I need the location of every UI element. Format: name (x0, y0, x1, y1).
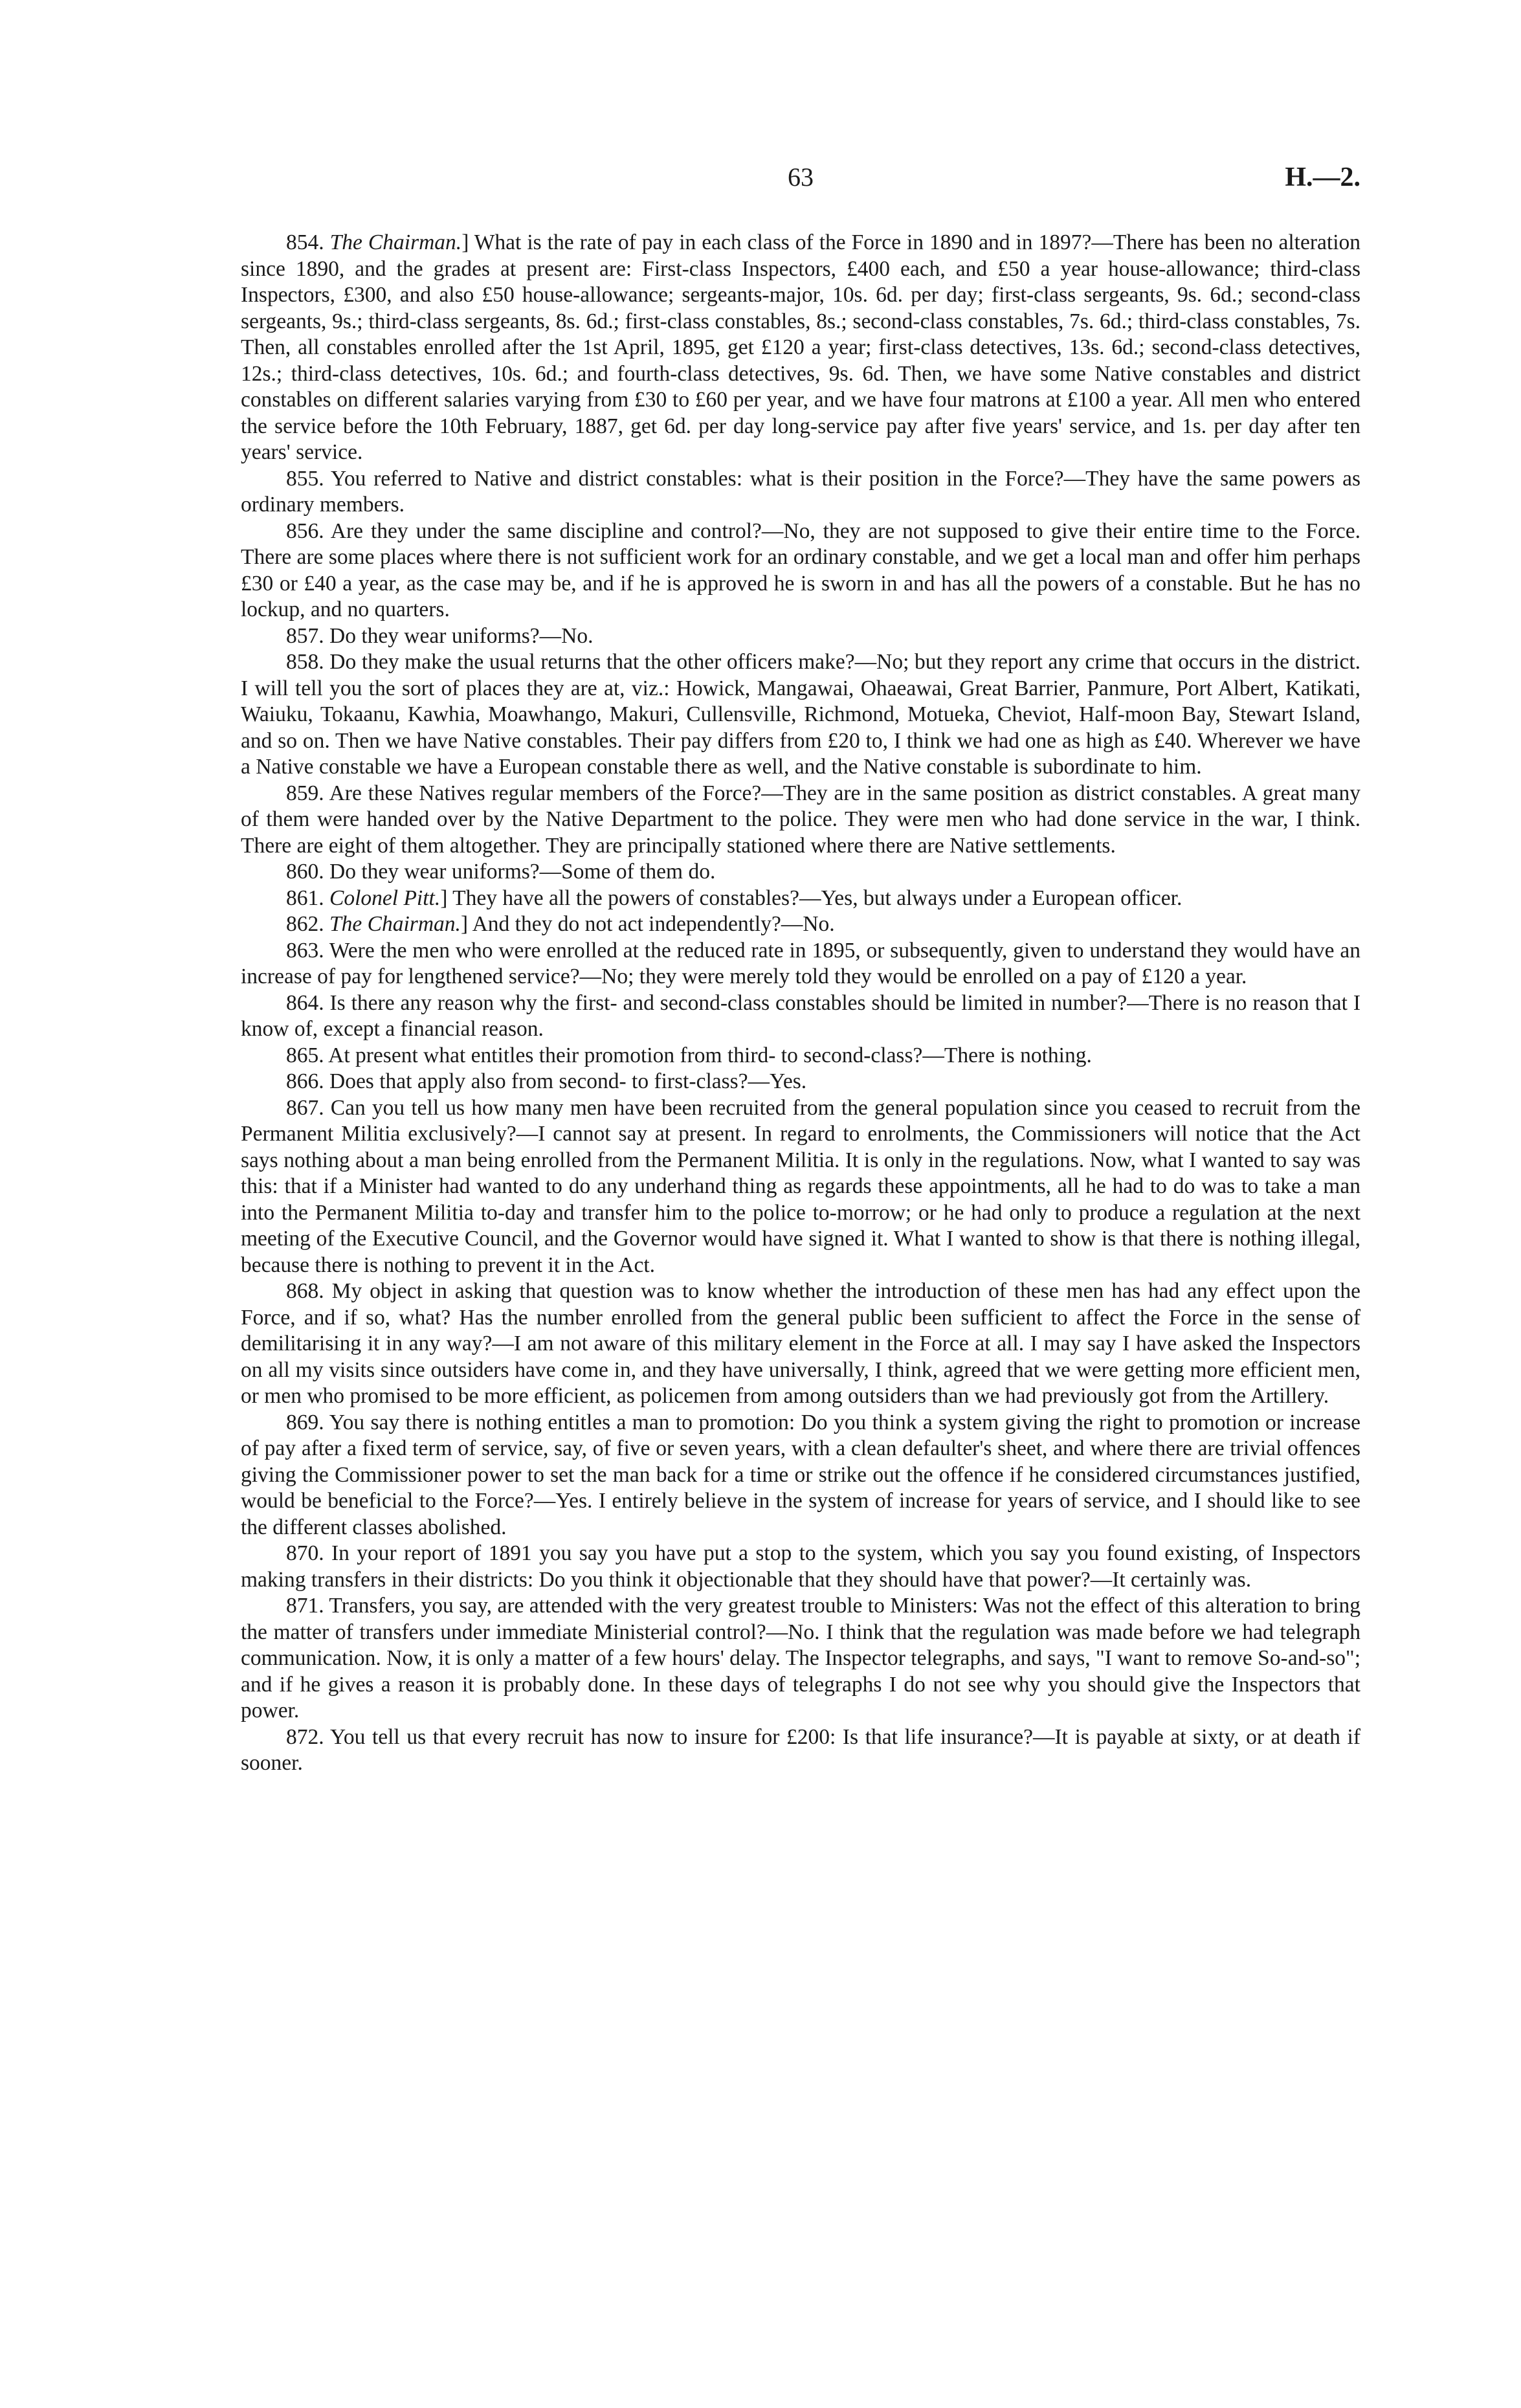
paragraph-872 (241, 1724, 1360, 1777)
paragraph-text: Are these Natives regular members of the Force?—They are in the same position as district constables. A great many of them were handed over by the Native Department to the police. They were men who had done service in the war, I think. There are eight of them altogether. They are principally stationed where there are Native settlements. (241, 781, 1360, 858)
question-number: 861. (286, 886, 324, 910)
question-number: 865. (286, 1043, 324, 1067)
page-number: 63 (788, 162, 814, 192)
paragraph-854 (241, 230, 1360, 466)
question-number: 872. (286, 1724, 324, 1749)
paragraph-860 (241, 859, 1360, 886)
question-number: 856. (286, 518, 324, 543)
speaker-name: The Chairman. (329, 912, 461, 936)
paragraph-text: You tell us that every recruit has now to insure for £200: Is that life insurance?—It is payable at sixty, or at death if sooner. (241, 1724, 1360, 1775)
paragraph-861 (241, 886, 1360, 912)
question-number: 866. (286, 1069, 324, 1093)
paragraph-859 (241, 781, 1360, 860)
paragraph-858 (241, 649, 1360, 781)
paragraph-855 (241, 466, 1360, 518)
paragraph-text: Transfers, you say, are attended with the very greatest trouble to Ministers: Was not the effect of this alteration to bring the matter of transfers under immediate Ministerial control?—No. I think that the regulation was made before we had telegraph communication. Now, it is only a matter of a few hours' delay. The Inspector telegraphs, and says, "I want to remove So-and-so"; and if he gives a reason it is probably done. In these days of telegraphs I do not see why you should give the Inspectors that power. (241, 1594, 1360, 1722)
paragraph-869 (241, 1410, 1360, 1541)
paragraph-text: Does that apply also from second- to first-class?—Yes. (324, 1069, 807, 1093)
paragraph-863 (241, 938, 1360, 990)
paragraph-857 (241, 623, 1360, 650)
paragraph-text: My object in asking that question was to know whether the introduction of these men has had any effect upon the Force, and if so, what? Has the number enrolled from the general public been sufficient to affect the Force in the sense of demilitarising it in any way?—I am not aware of this military element in the Force at all. I may say I have asked the Inspectors on all my visits since outsiders have come in, and they have universally, I think, agreed that we were getting more efficient men, or men who promised to be more efficient, as policemen from among outsiders than we had previously got from the Artillery. (241, 1279, 1360, 1408)
question-number: 863. (286, 938, 324, 963)
paragraph-text: Do they make the usual returns that the other officers make?—No; but they report any crime that occurs in the district. I will tell you the sort of places they are at, viz.: Howick, Mangawai, Ohaeawai, Great Barrier, Panmure, Port Albert, Katikati, Waiuku, Tokaanu, Kawhia, Moawhango, Makuri, Cullensville, Richmond, Motueka, Cheviot, Half-moon Bay, Stewart Island, and so on. Then we have Native constables. Their pay differs from £20 to, I think we had one as high as £40. Wherever we have a Native constable we have a European constable there as well, and the Native constable is subordinate to him. (241, 650, 1360, 779)
question-number: 858. (286, 650, 324, 674)
paragraph-868 (241, 1278, 1360, 1410)
question-number: 864. (286, 990, 324, 1015)
question-number: 860. (286, 860, 324, 884)
paragraph-text: In your report of 1891 you say you have put a stop to the system, which you say you found existing, of Inspectors making transfers in their districts: Do you think it objectionable that they should have that power?—It certainly was. (241, 1541, 1360, 1592)
paragraph-866 (241, 1069, 1360, 1095)
question-number: 870. (286, 1541, 324, 1565)
paragraph-text: ] They have all the powers of constables?—Yes, but always under a European officer. (440, 886, 1182, 910)
question-number: 868. (286, 1279, 324, 1303)
question-number: 862. (286, 912, 324, 936)
paragraph-865 (241, 1043, 1360, 1069)
question-number: 859. (286, 781, 324, 805)
paragraph-867 (241, 1095, 1360, 1279)
question-number: 867. (286, 1095, 324, 1120)
question-number: 855. (286, 466, 324, 491)
paragraph-text: Do they wear uniforms?—Some of them do. (324, 860, 716, 884)
paragraph-text: You referred to Native and district constables: what is their position in the Force?—They have the same powers as ordinary members. (241, 466, 1360, 517)
question-number: 869. (286, 1410, 324, 1434)
paragraph-864 (241, 990, 1360, 1043)
evidence-text (241, 230, 1360, 1777)
question-number: 871. (286, 1594, 324, 1618)
page-header (241, 162, 1360, 201)
paragraph-871 (241, 1593, 1360, 1724)
paragraph-text: Were the men who were enrolled at the reduced rate in 1895, or subsequently, given to understand they would have an increase of pay for lengthened service?—No; they were merely told they would be enrolled on a pay of £120 a year. (241, 938, 1360, 988)
paragraph-text: At present what entitles their promotion from third- to second-class?—There is nothing. (324, 1043, 1092, 1067)
speaker-name: The Chairman. (329, 230, 462, 254)
paragraph-862 (241, 911, 1360, 938)
paragraph-text: ] What is the rate of pay in each class of the Force in 1890 and in 1897?—There has been no alteration since 1890, and the grades at present are: First-class Inspectors, £400 each, and £50 a year house-allowance; third-class Inspectors, £300, and also £50 house-allowance; sergeants-major, 10s. 6d. per day; first-class sergeants, 9s. 6d.; second-class sergeants, 9s.; third-class sergeants, 8s. 6d.; first-class constables, 8s.; second-class constables, 7s. 6d.; third-class constables, 7s. Then, all constables enrolled after the 1st April, 1895, get £120 a year; first-class detectives, 13s. 6d.; second-class detectives, 12s.; third-class detectives, 10s. 6d.; and fourth-class detectives, 9s. 6d. Then, we have some Native constables and district constables on different salaries varying from £30 to £60 per year, and we have four matrons at £100 a year. All men who entered the service before the 10th February, 1887, get 6d. per day long-service pay after five years' service, and 1s. per day after ten years' service. (241, 230, 1360, 464)
paragraph-870 (241, 1541, 1360, 1593)
question-number: 857. (286, 623, 324, 648)
paragraph-text: Can you tell us how many men have been recruited from the general population since you ceased to recruit from the Permanent Militia exclusively?—I cannot say at present. In regard to enrolments, the Commissioners will notice that the Act says nothing about a man being enrolled from the Permanent Militia. It is only in the regulations. Now, what I wanted to say was this: that if a Minister had wanted to do any underhand thing as regards these appointments, all he had to do was to take a man into the Permanent Militia to-day and transfer him to the police to-morrow; or he had only to produce a regulation at the next meeting of the Executive Council, and the Governor would have signed it. What I wanted to show is that there is nothing illegal, because there is nothing to prevent it in the Act. (241, 1095, 1360, 1277)
paragraph-text: You say there is nothing entitles a man to promotion: Do you think a system giving the right to promotion or increase of pay after a fixed term of service, say, of five or seven years, with a clean defaulter's sheet, and where there are trivial offences giving the Commissioner power to set the man back for a time or strike out the offence if he considered circumstances justified, would be beneficial to the Force?—Yes. I entirely believe in the system of increase for years of service, and I should like to see the different classes abolished. (241, 1410, 1360, 1539)
document-reference: H.—2. (1285, 162, 1360, 192)
question-number: 854. (286, 230, 324, 254)
paragraph-text: Is there any reason why the first- and second-class constables should be limited in number?—There is no reason that I know of, except a financial reason. (241, 990, 1360, 1041)
speaker-name: Colonel Pitt. (329, 886, 441, 910)
paragraph-text: Are they under the same discipline and control?—No, they are not supposed to give their entire time to the Force. There are some places where there is not sufficient work for an ordinary constable, and we get a local man and offer him perhaps £30 or £40 a year, as the case may be, and if he is approved he is sworn in and has all the powers of a constable. But he has no lockup, and no quarters. (241, 518, 1360, 621)
paragraph-text: Do they wear uniforms?—No. (324, 623, 594, 648)
paragraph-text: ] And they do not act independently?—No. (460, 912, 835, 936)
paragraph-856 (241, 518, 1360, 623)
